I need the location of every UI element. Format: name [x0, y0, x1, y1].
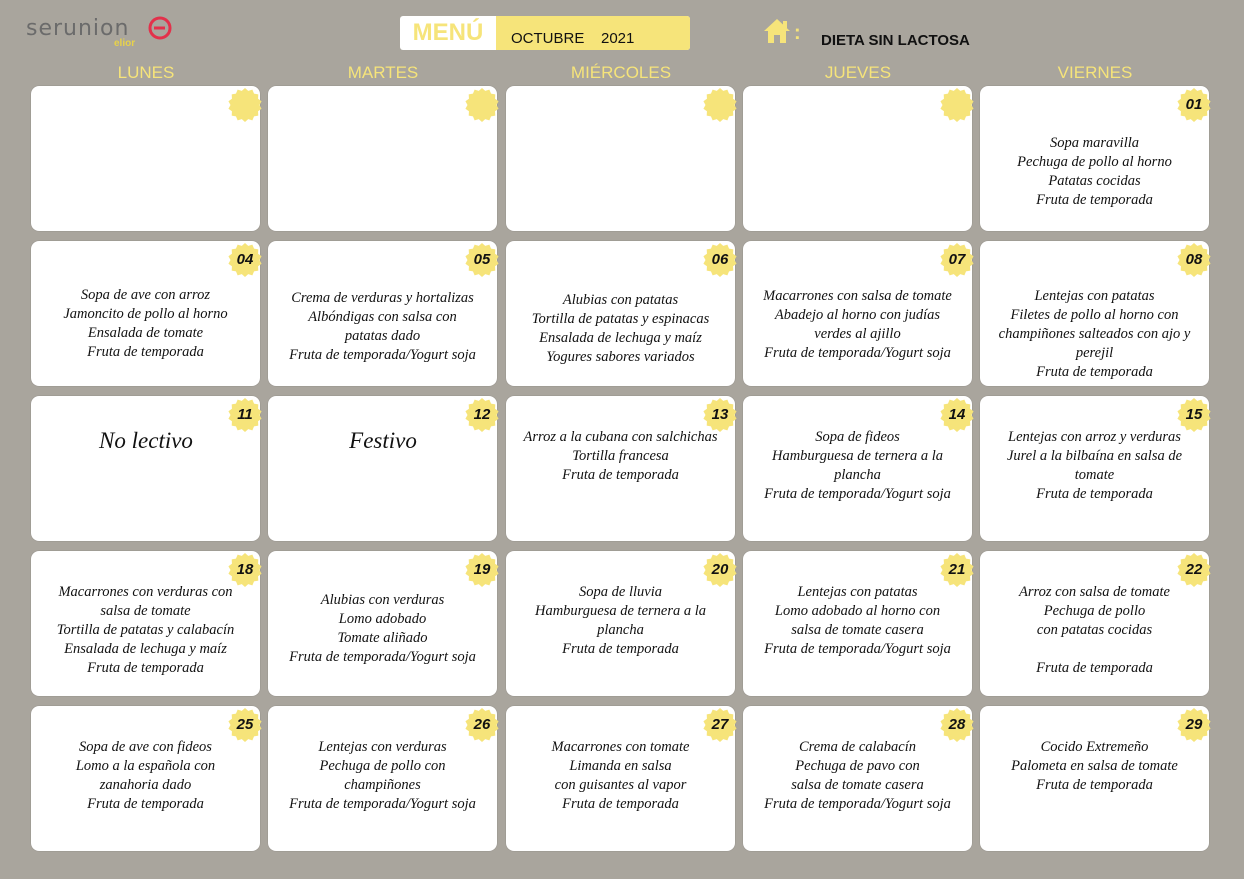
day-cell [743, 86, 972, 231]
day-number: 13 [711, 406, 729, 423]
day-cell [980, 86, 1209, 231]
day-header-lunes: LUNES [117, 63, 175, 82]
day-cell [743, 706, 972, 851]
day-number-badge [703, 398, 737, 432]
day-number: 05 [473, 251, 491, 268]
day-number-badge [228, 708, 262, 742]
day-number-badge [703, 243, 737, 277]
day-menu-text: Lentejas con patatas Lomo adobado al horno con salsa de tomate casera Fruta de temporada/Yogurt soja [764, 584, 951, 657]
home-colon: : [794, 22, 801, 44]
day-number: 28 [948, 716, 966, 733]
day-number [465, 88, 499, 122]
day-number-badge [1177, 398, 1211, 432]
diet-label: DIETA SIN LACTOSA [821, 32, 970, 49]
day-number: 15 [1185, 406, 1203, 423]
day-cell [743, 396, 972, 541]
day-cell [268, 86, 497, 231]
day-number [228, 88, 262, 122]
day-menu-text: Macarrones con verduras con salsa de tomate Tortilla de patatas y calabacín Ensalada de lechuga y maíz Fruta de temporada [56, 584, 235, 676]
day-number: 11 [237, 406, 253, 423]
day-number-badge [703, 553, 737, 587]
day-number-badge [940, 88, 974, 122]
brand-mark-icon [146, 14, 174, 42]
day-cell [31, 706, 260, 851]
day-menu-text: Lentejas con arroz y verduras Jurel a la bilbaína en salsa de tomate Fruta de temporada [1006, 429, 1183, 502]
month-box [496, 16, 690, 50]
day-number: 08 [1185, 251, 1203, 268]
day-menu-text: Macarrones con salsa de tomate Abadejo al horno con judías verdes al ajillo Fruta de temporada/Yogurt soja [763, 288, 952, 361]
day-menu-text: Crema de verduras y hortalizas Albóndigas con salsa con patatas dado Fruta de temporada/Yogurt soja [289, 290, 476, 363]
day-number: 27 [711, 716, 729, 733]
day-number: 12 [473, 406, 491, 423]
day-number-badge [465, 243, 499, 277]
day-menu-text: Arroz con salsa de tomate Pechuga de pollo con patatas cocidas Fruta de temporada [1019, 584, 1170, 676]
day-cell [268, 396, 497, 541]
day-menu-text: Macarrones con tomate Limanda en salsa con guisantes al vapor Fruta de temporada [551, 739, 690, 812]
day-cell [506, 241, 735, 386]
day-cell [268, 551, 497, 696]
day-number-badge [703, 88, 737, 122]
day-menu-text: Sopa de ave con fideos Lomo a la española con zanahoria dado Fruta de temporada [75, 739, 216, 812]
day-cell [743, 241, 972, 386]
day-cell [31, 86, 260, 231]
day-menu-text: Crema de calabacín Pechuga de pavo con salsa de tomate casera Fruta de temporada/Yogurt soja [764, 739, 951, 812]
day-number: 07 [948, 251, 966, 268]
day-number: 26 [473, 716, 491, 733]
day-number-badge [1177, 708, 1211, 742]
day-menu-text: Sopa de ave con arroz Jamoncito de pollo al horno Ensalada de tomate Fruta de temporada [63, 287, 228, 360]
home-icon [762, 17, 792, 45]
day-cell [506, 706, 735, 851]
day-number [940, 88, 974, 122]
day-number: 21 [948, 561, 966, 578]
day-menu-text: Sopa maravilla Pechuga de pollo al horno Patatas cocidas Fruta de temporada [1017, 135, 1172, 208]
day-number: 06 [711, 251, 729, 268]
day-cell [31, 551, 260, 696]
day-number: 20 [711, 561, 729, 578]
day-number-badge [228, 88, 262, 122]
day-number-badge [228, 243, 262, 277]
day-note: No lectivo [99, 428, 193, 453]
day-number-badge [940, 243, 974, 277]
day-menu-text: Alubias con patatas Tortilla de patatas y espinacas Ensalada de lechuga y maíz Yogures sabores variados [531, 292, 710, 365]
day-cell [506, 396, 735, 541]
day-cell [743, 551, 972, 696]
day-number-badge [940, 553, 974, 587]
day-cell [506, 86, 735, 231]
year-label: 2021 [601, 30, 635, 47]
brand-logo [26, 14, 196, 54]
day-cell [980, 706, 1209, 851]
day-cell [268, 706, 497, 851]
day-number-badge [465, 553, 499, 587]
day-menu-text: Sopa de fideos Hamburguesa de ternera a la plancha Fruta de temporada/Yogurt soja [764, 429, 951, 502]
day-menu-text: Lentejas con patatas Filetes de pollo al horno con champiñones salteados con ajo y perejil Fruta de temporada [998, 288, 1191, 380]
day-cell [980, 551, 1209, 696]
day-number: 18 [236, 561, 254, 578]
day-menu-text: Arroz a la cubana con salchichas Tortilla francesa Fruta de temporada [523, 429, 718, 483]
day-number-badge [465, 88, 499, 122]
day-number: 29 [1185, 716, 1203, 733]
day-cell [980, 241, 1209, 386]
day-cell [980, 396, 1209, 541]
day-number-badge [465, 398, 499, 432]
day-number-badge [940, 708, 974, 742]
day-number-badge [228, 398, 262, 432]
day-number-badge [228, 553, 262, 587]
day-number-badge [465, 708, 499, 742]
day-header-martes: MARTES [347, 63, 419, 82]
day-number: 14 [948, 406, 966, 423]
day-menu-text: Sopa de lluvia Hamburguesa de ternera a la plancha Fruta de temporada [534, 584, 707, 657]
day-number: 01 [1185, 96, 1203, 113]
day-cell [268, 241, 497, 386]
day-header-miercoles: MIÉRCOLES [570, 63, 672, 82]
day-header-viernes: VIERNES [1057, 63, 1133, 82]
day-cell [506, 551, 735, 696]
day-cell [31, 241, 260, 386]
day-cell [31, 396, 260, 541]
day-number-badge [1177, 243, 1211, 277]
brand-sub: elior [114, 38, 136, 49]
day-note: Festivo [349, 428, 417, 453]
day-menu-text: Cocido Extremeño Palometa en salsa de tomate Fruta de temporada [1011, 739, 1178, 793]
brand-name: serunion [26, 16, 130, 41]
day-number: 22 [1185, 561, 1203, 578]
day-number: 19 [473, 561, 491, 578]
menu-label: MENÚ [412, 19, 484, 46]
day-header-jueves: JUEVES [824, 63, 892, 82]
month-label: OCTUBRE [511, 30, 585, 47]
day-number-badge [940, 398, 974, 432]
day-number-badge [703, 708, 737, 742]
day-menu-text: Lentejas con verduras Pechuga de pollo con champiñones Fruta de temporada/Yogurt soja [289, 739, 476, 812]
day-menu-text: Alubias con verduras Lomo adobado Tomate aliñado Fruta de temporada/Yogurt soja [289, 592, 476, 665]
day-number-badge [1177, 88, 1211, 122]
day-number: 25 [236, 716, 254, 733]
menu-title-box [400, 16, 690, 50]
day-number-badge [1177, 553, 1211, 587]
day-number [703, 88, 737, 122]
day-number: 04 [236, 251, 254, 268]
